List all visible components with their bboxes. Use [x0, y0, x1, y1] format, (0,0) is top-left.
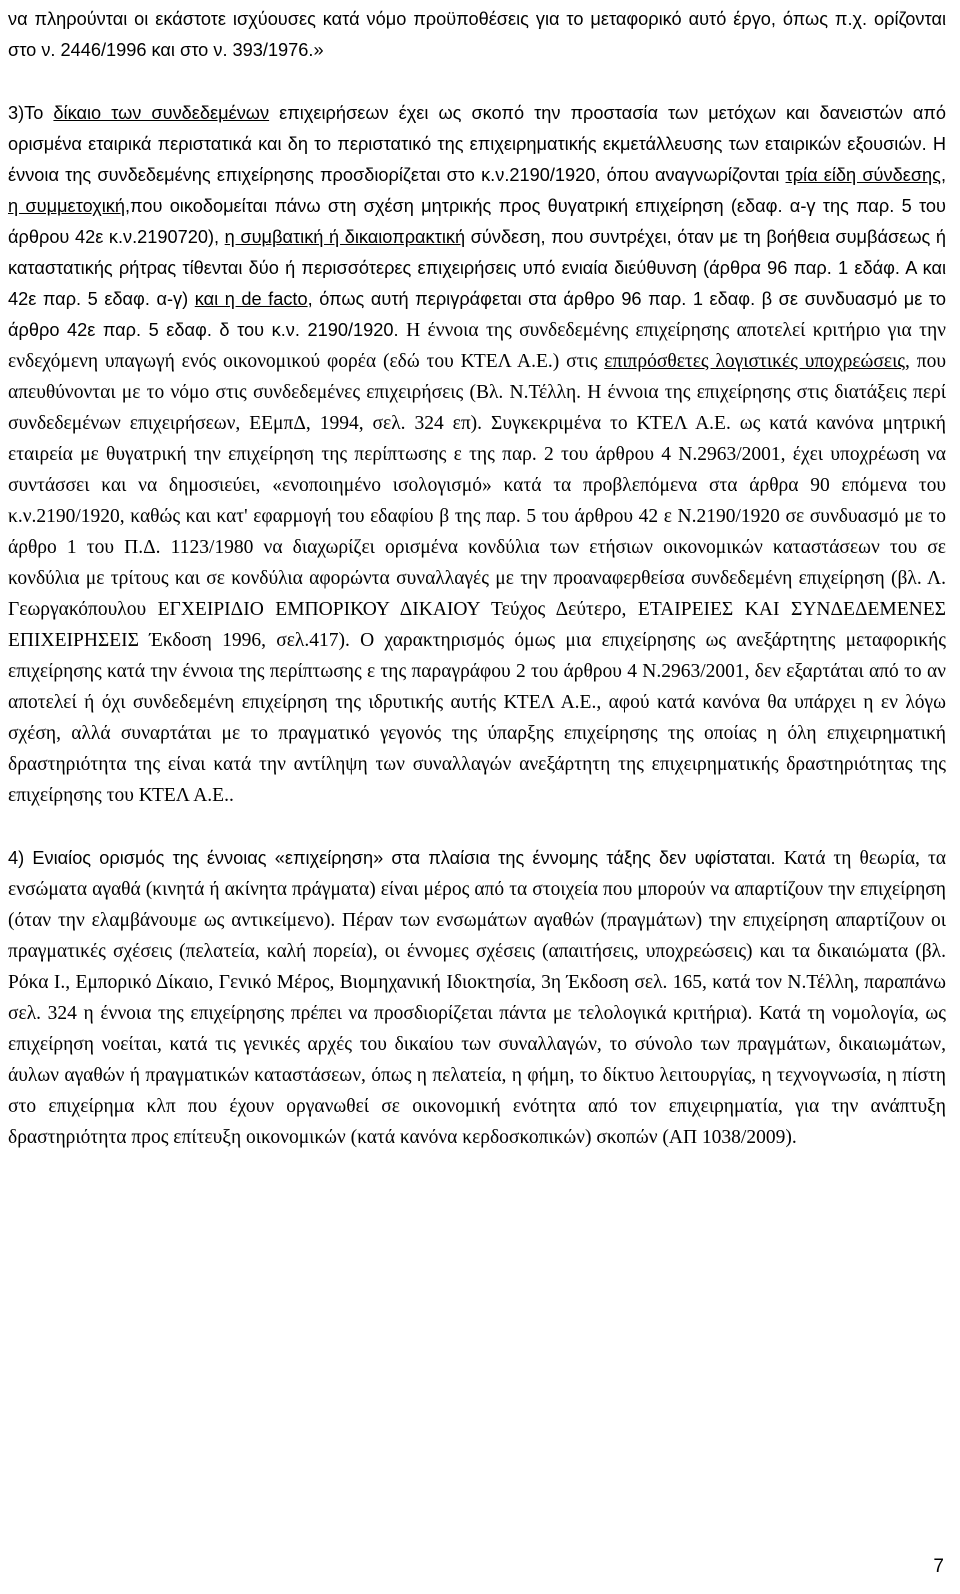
- paragraph-spacer: [8, 66, 946, 98]
- paragraph-4: [8, 843, 946, 1153]
- paragraph-3: [8, 98, 946, 811]
- text-run: ,: [940, 165, 946, 185]
- page-number: 7: [933, 1556, 944, 1577]
- text-run: 4) Ενιαίος ορισμός της έννοιας «επιχείρηση» στα πλαίσια της έννομης τάξης δεν υφίσταται.: [8, 848, 784, 868]
- text-run: που απευθύνονται με το νόμο στις συνδεδεμένες επιχειρήσεις (Βλ. Ν.Τέλλη. Η έννοια της επιχείρησης στις διατάξεις περί συνδεδεμένων επιχειρήσεων, ΕΕμπΔ, 1994, σελ. 324 επ). Συγκεκριμένα το ΚΤΕΛ Α.Ε. ως κατά κανόνα μητρική εταιρεία με θυγατρική την επιχείρηση της περίπτωσης ε της παρ. 2 του άρθρου 4 Ν.2963/2001, έχει υποχρέωση να συντάσσει και να δημοσιεύει, «ενοποιημένο ισολογισμό» κατά τα προβλεπόμενα στα άρθρα 90 επόμενα του κ.ν.2190/1920, καθώς και κατ' εφαρμογή του εδαφίου β της παρ. 5 του άρθρου 42 ε Ν.2190/1920 σε συνδυασμό με το άρθρο 1 του Π.Δ. 1123/1980 να διαχωρίζει ορισμένα κονδύλια των ετήσιων οικονομικών καταστάσεων του σε κονδύλια με τρίτους και σε κονδύλια αφορώντα συναλλαγές με την προαναφερθείσα συνδεδεμένη επιχείρηση (βλ. Λ. Γεωργακόπουλου ΕΓΧΕΙΡΙΔΙΟ ΕΜΠΟΡΙΚΟΥ ΔΙΚΑΙΟΥ Τεύχος Δεύτερο, ΕΤΑΙΡΕΙΕΣ ΚΑΙ ΣΥΝΔΕΔΕΜΕΝΕΣ ΕΠΙΧΕΙΡΗΣΕΙΣ Έκδοση 1996, σελ.417). Ο χαρακτηρισμός όμως μια επιχείρησης ως ανεξάρτητης μεταφορικής επιχείρησης κατά την έννοια της περίπτωσης ε της παραγράφου 2 του άρθρου 4 Ν.2963/2001, δεν εξαρτάται από το αν αποτελεί ή όχι συνδεδεμένη επιχείρηση της ιδρυτικής αυτής ΚΤΕΛ Α.Ε., αφού κατά κανόνα θα υπάρχει η εν λόγω σχέση, αλλά συναρτάται με το πραγματικό γεγονός της ύπαρξης επιχείρησης της οποίας η όλη επιχειρηματική δραστηριότητα της είναι κατά την αντίληψη των συναλλαγών ανεξάρτητη της επιχειρηματικής δραστηριότητας της επιχείρησης του ΚΤΕΛ Α.Ε..: [8, 351, 947, 806]
- text-run: Κατά τη θεωρία, τα ενσώματα αγαθά (κινητά ή ακίνητα πράγματα) είναι μέρος από τα στοιχεία που μπορούν να απαρτίζουν την επιχείρηση (όταν την ελαμβάνουμε ως αντικείμενο). Πέραν των ενσωμάτων αγαθών (πραγμάτων) την επιχείρηση απαρτίζουν οι πραγματικές σχέσεις (πελατεία, καλή πορεία), οι έννομες σχέσεις (απαιτήσεις, υποχρεώσεις) και τα δικαιώματα (βλ. Ρόκα Ι., Εμπορικό Δίκαιο, Γενικό Μέρος, Βιομηχανική Ιδιοκτησία, 3η Έκδοση σελ. 165, κατά τον Ν.Τέλλη, παραπάνω σελ. 324 η έννοια της επιχείρησης πρέπει να προσδιορίζεται πάντα με τελολογικά κριτήρια). Κατά τη νομολογία, ως επιχείρηση νοείται, κατά τις γενικές αρχές του δικαίου των συναλλαγών, το σύνολο των πραγμάτων, δικαιωμάτων, άυλων αγαθών ή πραγματικών καταστάσεων, όπως η πελατεία, η φήμη, το δίκτυο λειτουργίας, η τεχνογνωσία, η πίστη στο επιχείρημα κλπ που έχουν οργανωθεί σε οικονομική ενότητα από τον επιχειρηματία, για την ανάπτυξη δραστηριότητα προς επίτευξη οικονομικών (κατά κανόνα κερδοσκοπικών) σκοπών (ΑΠ 1038/2009).: [8, 848, 946, 1148]
- top-fragment-paragraph: [8, 4, 946, 66]
- text-run: επιχειρήσεων έχει ως σκοπό την προστασία των μετόχων και δανειστών από ορισμένα εταιρικά περιστατικά και δη το περιστατικό της επιχειρηματικής εκμετάλλευσης των εταιρικών εξουσιών. Η έννοια της συνδεδεμένης επιχείρησης προσδιορίζεται στο κ.ν.2190/1920, όπου αναγνωρίζονται: [8, 103, 946, 185]
- text-run: ,που οικοδομείται πάνω στη σχέση μητρικής προς θυγατρική επιχείρηση (εδαφ. α-γ της παρ. 5 του άρθρου 42ε κ.ν.2190720),: [8, 196, 946, 247]
- underlined-text-run: η συμμετοχική: [8, 196, 125, 216]
- underlined-text-run: επιπρόσθετες λογιστικές υποχρεώσεις,: [604, 351, 910, 372]
- underlined-text-run: δίκαιο των συνδεδεμένων: [53, 103, 270, 123]
- underlined-text-run: και η de facto: [194, 289, 308, 309]
- text-run: σύνδεση, που συντρέχει, όταν με τη βοήθεια συμβάσεως ή καταστατικής ρήτρας τίθενται δύο ή περισσότερες επιχειρήσεις υπό ενιαία διεύθυνση (άρθρα 96 παρ. 1 εδάφ. Α και 42ε παρ. 5 εδαφ. α-γ): [8, 227, 946, 309]
- text-run: , όπως αυτή περιγράφεται στα άρθρο 96 παρ. 1 εδαφ. β σε συνδυασμό με το άρθρο 42ε παρ. 5 εδαφ. δ του κ.ν. 2190/1920.: [8, 289, 946, 340]
- text-run: 3)Το: [8, 103, 54, 123]
- paragraph-spacer: [8, 811, 946, 843]
- text-run: Η έννοια της συνδεδεμένης επιχείρησης αποτελεί κριτήριο για την ενδεχόμενη υπαγωγή ενός οικονομικού φορέα (εδώ του ΚΤΕΛ Α.Ε.) στις: [8, 320, 946, 372]
- underlined-text-run: τρία είδη σύνδεσης: [785, 165, 941, 185]
- underlined-text-run: η συμβατική ή δικαιοπρακτική: [224, 227, 466, 247]
- text-run: να πληρούνται οι εκάστοτε ισχύουσες κατά νόμο προϋποθέσεις για το μεταφορικό αυτό έργο, όπως π.χ. ορίζονται στο ν. 2446/1996 και στο ν. 393/1976.»: [8, 9, 946, 60]
